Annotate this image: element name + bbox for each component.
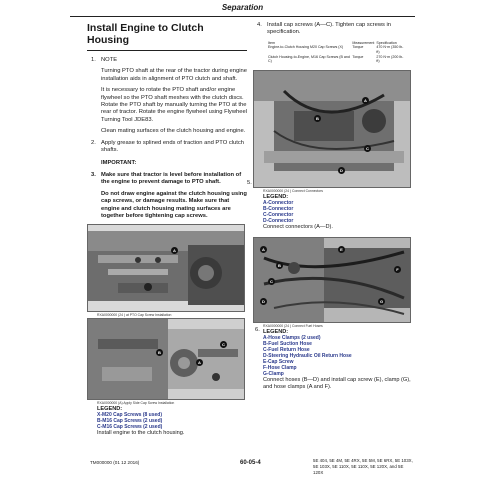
spec-cell: Torque [352, 45, 364, 50]
warning-text: Do not draw engine against the clutch housing using cap screws, or damage results. Make sure that engine and clutch housing mating surfaces are together before tightening cap screws. [101, 190, 247, 219]
spec-cell: 470 N·m (350 lb-ft) [376, 45, 404, 54]
callout-b: B [156, 349, 163, 356]
important-label [87, 160, 247, 167]
page-footer [90, 458, 413, 498]
callout-a: A [260, 246, 267, 253]
step-3 [87, 172, 247, 187]
legend-item: D-Steering Hydraulic Oil Return Hose [263, 352, 352, 359]
footer-models-line-1: 5E 404, 5E 4M, 5E 4RX, 5E 5M, 5E 6RX, 5E 103X, [313, 458, 413, 463]
callout-a-2: A [196, 359, 203, 366]
page-header [70, 2, 415, 17]
legend-item: C-Fuel Return Hose [263, 346, 310, 353]
legend-item: A-Connector [263, 199, 294, 206]
step-1-detail: It is necessary to rotate the PTO shaft and/or engine flywheel so the PTO shaft meshes with the clutch discs. Rotate the PTO shaft by manually turning the PTO at the rear of tractor. Rotate the engine flywheel using Flywheel Turning Tool JDE83. [101, 87, 247, 123]
step-6-number: 6. [255, 326, 260, 333]
spec-header: Item [268, 40, 275, 45]
legend-item: D-Connector [263, 217, 294, 224]
legend-item: F-Hose Clamp [263, 364, 297, 371]
callout-d: D [338, 167, 345, 174]
callout-d: D [260, 298, 267, 305]
step-2-number: 2. [91, 139, 96, 146]
footer-models [313, 458, 413, 476]
legend-item: E-Cap Screw [263, 358, 294, 365]
callout-f: F [394, 266, 401, 273]
figure-transmission [87, 224, 245, 312]
spec-row [267, 45, 407, 54]
legend-item: B-Connector [263, 205, 294, 212]
callout-a: A [171, 247, 178, 254]
legend-title-right-1: LEGEND: [263, 193, 289, 200]
spec-header: Measurement [352, 40, 375, 45]
legend-item: B-Fuel Suction Hose [263, 340, 312, 347]
spec-cell: Clutch Housing-to-Engine, M16 Cap Screws (B and C) [268, 54, 350, 64]
page-number: 60-05-4 [240, 460, 261, 466]
step-1 [87, 57, 247, 64]
callout-c: C [268, 278, 275, 285]
legend-item: X-M20 Cap Screws (8 used) [97, 412, 163, 419]
step-1-note: Turning PTO shaft at the rear of the tractor during engine installation aids in alignment of PTO clutch and shaft. [101, 68, 247, 82]
step-1-clean: Clean mating surfaces of the clutch housing and engine. [101, 128, 246, 135]
spec-header: Specification [376, 40, 397, 45]
legend-item: G-Clamp [263, 370, 284, 377]
right-column [247, 22, 411, 391]
callout-b: B [276, 262, 283, 269]
figure-4-caption: RXA0000000 (24 ) Connect Fuel Hoses [263, 323, 323, 328]
step-4 [253, 22, 411, 37]
step-2 [87, 140, 247, 155]
cap-screws-illustration [88, 319, 245, 400]
step-4-number: 4. [257, 22, 262, 28]
step-5-number: 5. [247, 179, 252, 186]
legend-item: B-M16 Cap Screws (2 used) [97, 418, 163, 425]
final-note: Install engine to the clutch housing. [97, 430, 185, 437]
step-3-number: 3. [91, 171, 96, 178]
figure-1-caption: RXA0000000 (24 ) at PTO Cap Screw Installation [97, 313, 172, 318]
step-1-number: 1. [91, 57, 96, 63]
spec-cell: Torque [352, 54, 364, 59]
figure-hoses [253, 237, 411, 323]
callout-e: E [338, 246, 345, 253]
spec-cell: Engine-to-Clutch Housing M20 Cap Screws (X) [268, 45, 344, 50]
connectors-illustration [254, 71, 411, 188]
figure-cap-screws [87, 318, 245, 400]
figure-2-caption: RXA0000000 (A) Apply Side Cap Screw Installation [97, 401, 175, 406]
footer-doc-id: TM000000 (01 12 2016) [90, 460, 140, 465]
legend-title-left: LEGEND: [97, 406, 123, 413]
legend-item: A-Hose Clamps (2 used) [263, 334, 321, 341]
footer-models-line-2: 5E 103X, 5E 110X, 5E 110X, 5E 120X, and 5E 120X [313, 464, 404, 475]
legend-item: C-M16 Cap Screws (2 used) [97, 424, 163, 431]
important-label-text: IMPORTANT: [101, 160, 137, 167]
spec-table [267, 41, 407, 64]
section-title: Install Engine to Clutch Housing [87, 22, 247, 51]
legend-title-right-2: LEGEND: [263, 328, 289, 335]
callout-g: G [379, 298, 384, 304]
legend-1-note: Connect connectors (A—D). [263, 223, 333, 230]
callout-b: B [314, 115, 321, 122]
spec-cell: 270 N·m (200 lb-ft) [376, 54, 404, 64]
legend-2-note: Connect hoses (B—D) and install cap screw (E), clamp (G), and hose clamps (A and F). [263, 376, 411, 390]
figure-3-caption: RXA0000000 (24 ) Connect Connectors [263, 188, 323, 193]
header-title: Separation [221, 3, 264, 12]
step-2-text: Apply grease to splined ends of traction and PTO clutch shafts. [101, 139, 244, 154]
hoses-illustration [254, 238, 411, 323]
legend-item: C-Connector [263, 211, 294, 218]
spec-row [267, 55, 407, 64]
callout-c: C [220, 341, 227, 348]
callout-a: A [362, 97, 369, 104]
step-1-note-label: NOTE [101, 57, 118, 63]
callout-c: C [364, 145, 371, 152]
step-3-text: Make sure that tractor is level before installation of the engine to prevent damage to PTO shaft. [101, 171, 242, 186]
left-column [87, 22, 247, 437]
step-4-text: Install cap screws (A—C). Tighten cap screws in specification. [267, 22, 392, 36]
figure-connectors [253, 70, 411, 188]
transmission-illustration [88, 225, 245, 312]
